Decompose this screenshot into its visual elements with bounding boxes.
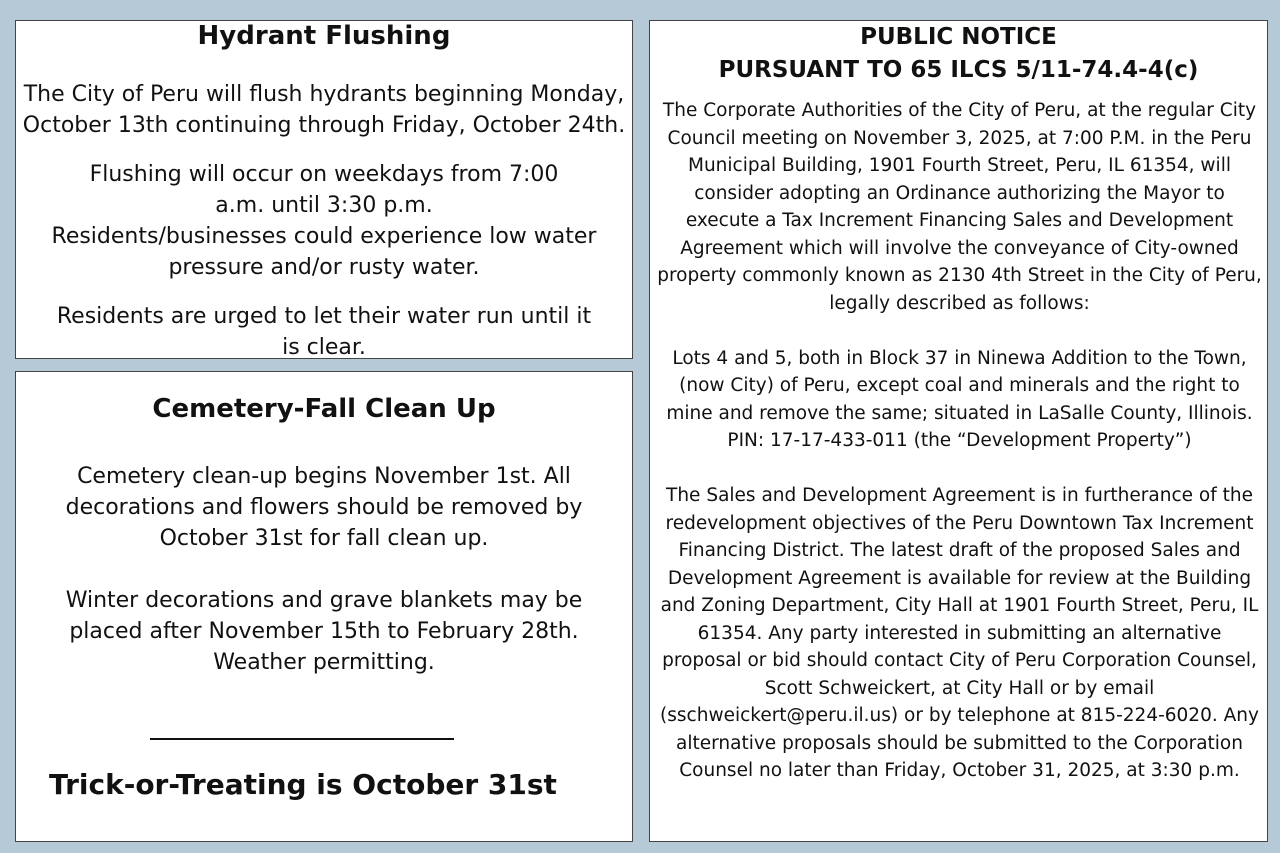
notice-title-line2: PURSUANT TO 65 ILCS 5/11-74.4-4(c) — [718, 57, 1199, 83]
notice-title — [650, 21, 1267, 87]
hydrant-pressure-text: Residents/businesses could experience low water pressure and/or rusty water. — [51, 224, 597, 280]
notice-meeting-paragraph: The Corporate Authorities of the City of Peru, at the regular City Council meeting on November 3, 2025, at 7:00 P.M. in the Peru Municipal Building, 1901 Fourth Street, Peru, IL 61354, will consider adopting an Ordinance authorizing the Mayor to execute a Tax Increment Financing Sales and Development Agreement which will involve the conveyance of City-owned property commonly known as 2130 4th Street in the City of Peru, legally described as follows: — [657, 100, 1262, 314]
hydrant-hours-block — [20, 159, 628, 283]
cemetery-winter-text: Winter decorations and grave blankets may be placed after November 15th to February 28th. Weather permitting. — [65, 588, 583, 675]
notice-agreement-paragraph: The Sales and Development Agreement is in furtherance of the redevelopment objectives of the Peru Downtown Tax Increment Financing District. The latest draft of the proposed Sales and Development Agreement is available for review at the Building and Zoning Department, City Hall at 1901 Fourth Street, Peru, IL 61354. Any party interested in submitting an alternative proposal or bid should contact City of Peru Corporation Counsel, Scott Schweickert, at City Hall or by email (sschweickert@peru.il.us) or by telephone at 815-224-6020. Any alternative proposals should be submitted to the Corporation Counsel no later than Friday, October 31, 2025, at 3:30 p.m. — [660, 485, 1259, 781]
trick-or-treat-heading: Trick-or-Treating is October 31st — [49, 768, 557, 801]
cemetery-title: Cemetery-Fall Clean Up — [152, 394, 496, 424]
hydrant-title: Hydrant Flushing — [197, 21, 451, 51]
hydrant-advice-text: Residents are urged to let their water run until it is clear. — [56, 304, 592, 359]
hydrant-hours-text: Flushing will occur on weekdays from 7:00 a.m. until 3:30 p.m. — [89, 162, 559, 218]
hydrant-flushing-panel — [15, 20, 633, 359]
notice-title-line1: PUBLIC NOTICE — [860, 24, 1057, 50]
notice-legal-description: Lots 4 and 5, both in Block 37 in Ninewa Addition to the Town, (now City) of Peru, except coal and minerals and the right to mine and remove the same; situated in LaSalle County, Illinois. PIN: 17-17-433-011 (the “Development Property”) — [666, 347, 1253, 451]
hydrant-schedule-text: The City of Peru will flush hydrants beginning Monday, October 13th continuing through Friday, October 24th. — [22, 82, 626, 138]
cemetery-panel — [15, 371, 633, 842]
public-notice-panel — [649, 20, 1268, 842]
cemetery-cleanup-text: Cemetery clean-up begins November 1st. All decorations and flowers should be removed by October 31st for fall clean up. — [65, 464, 583, 551]
divider-line — [150, 738, 454, 740]
notice-body — [656, 97, 1263, 812]
